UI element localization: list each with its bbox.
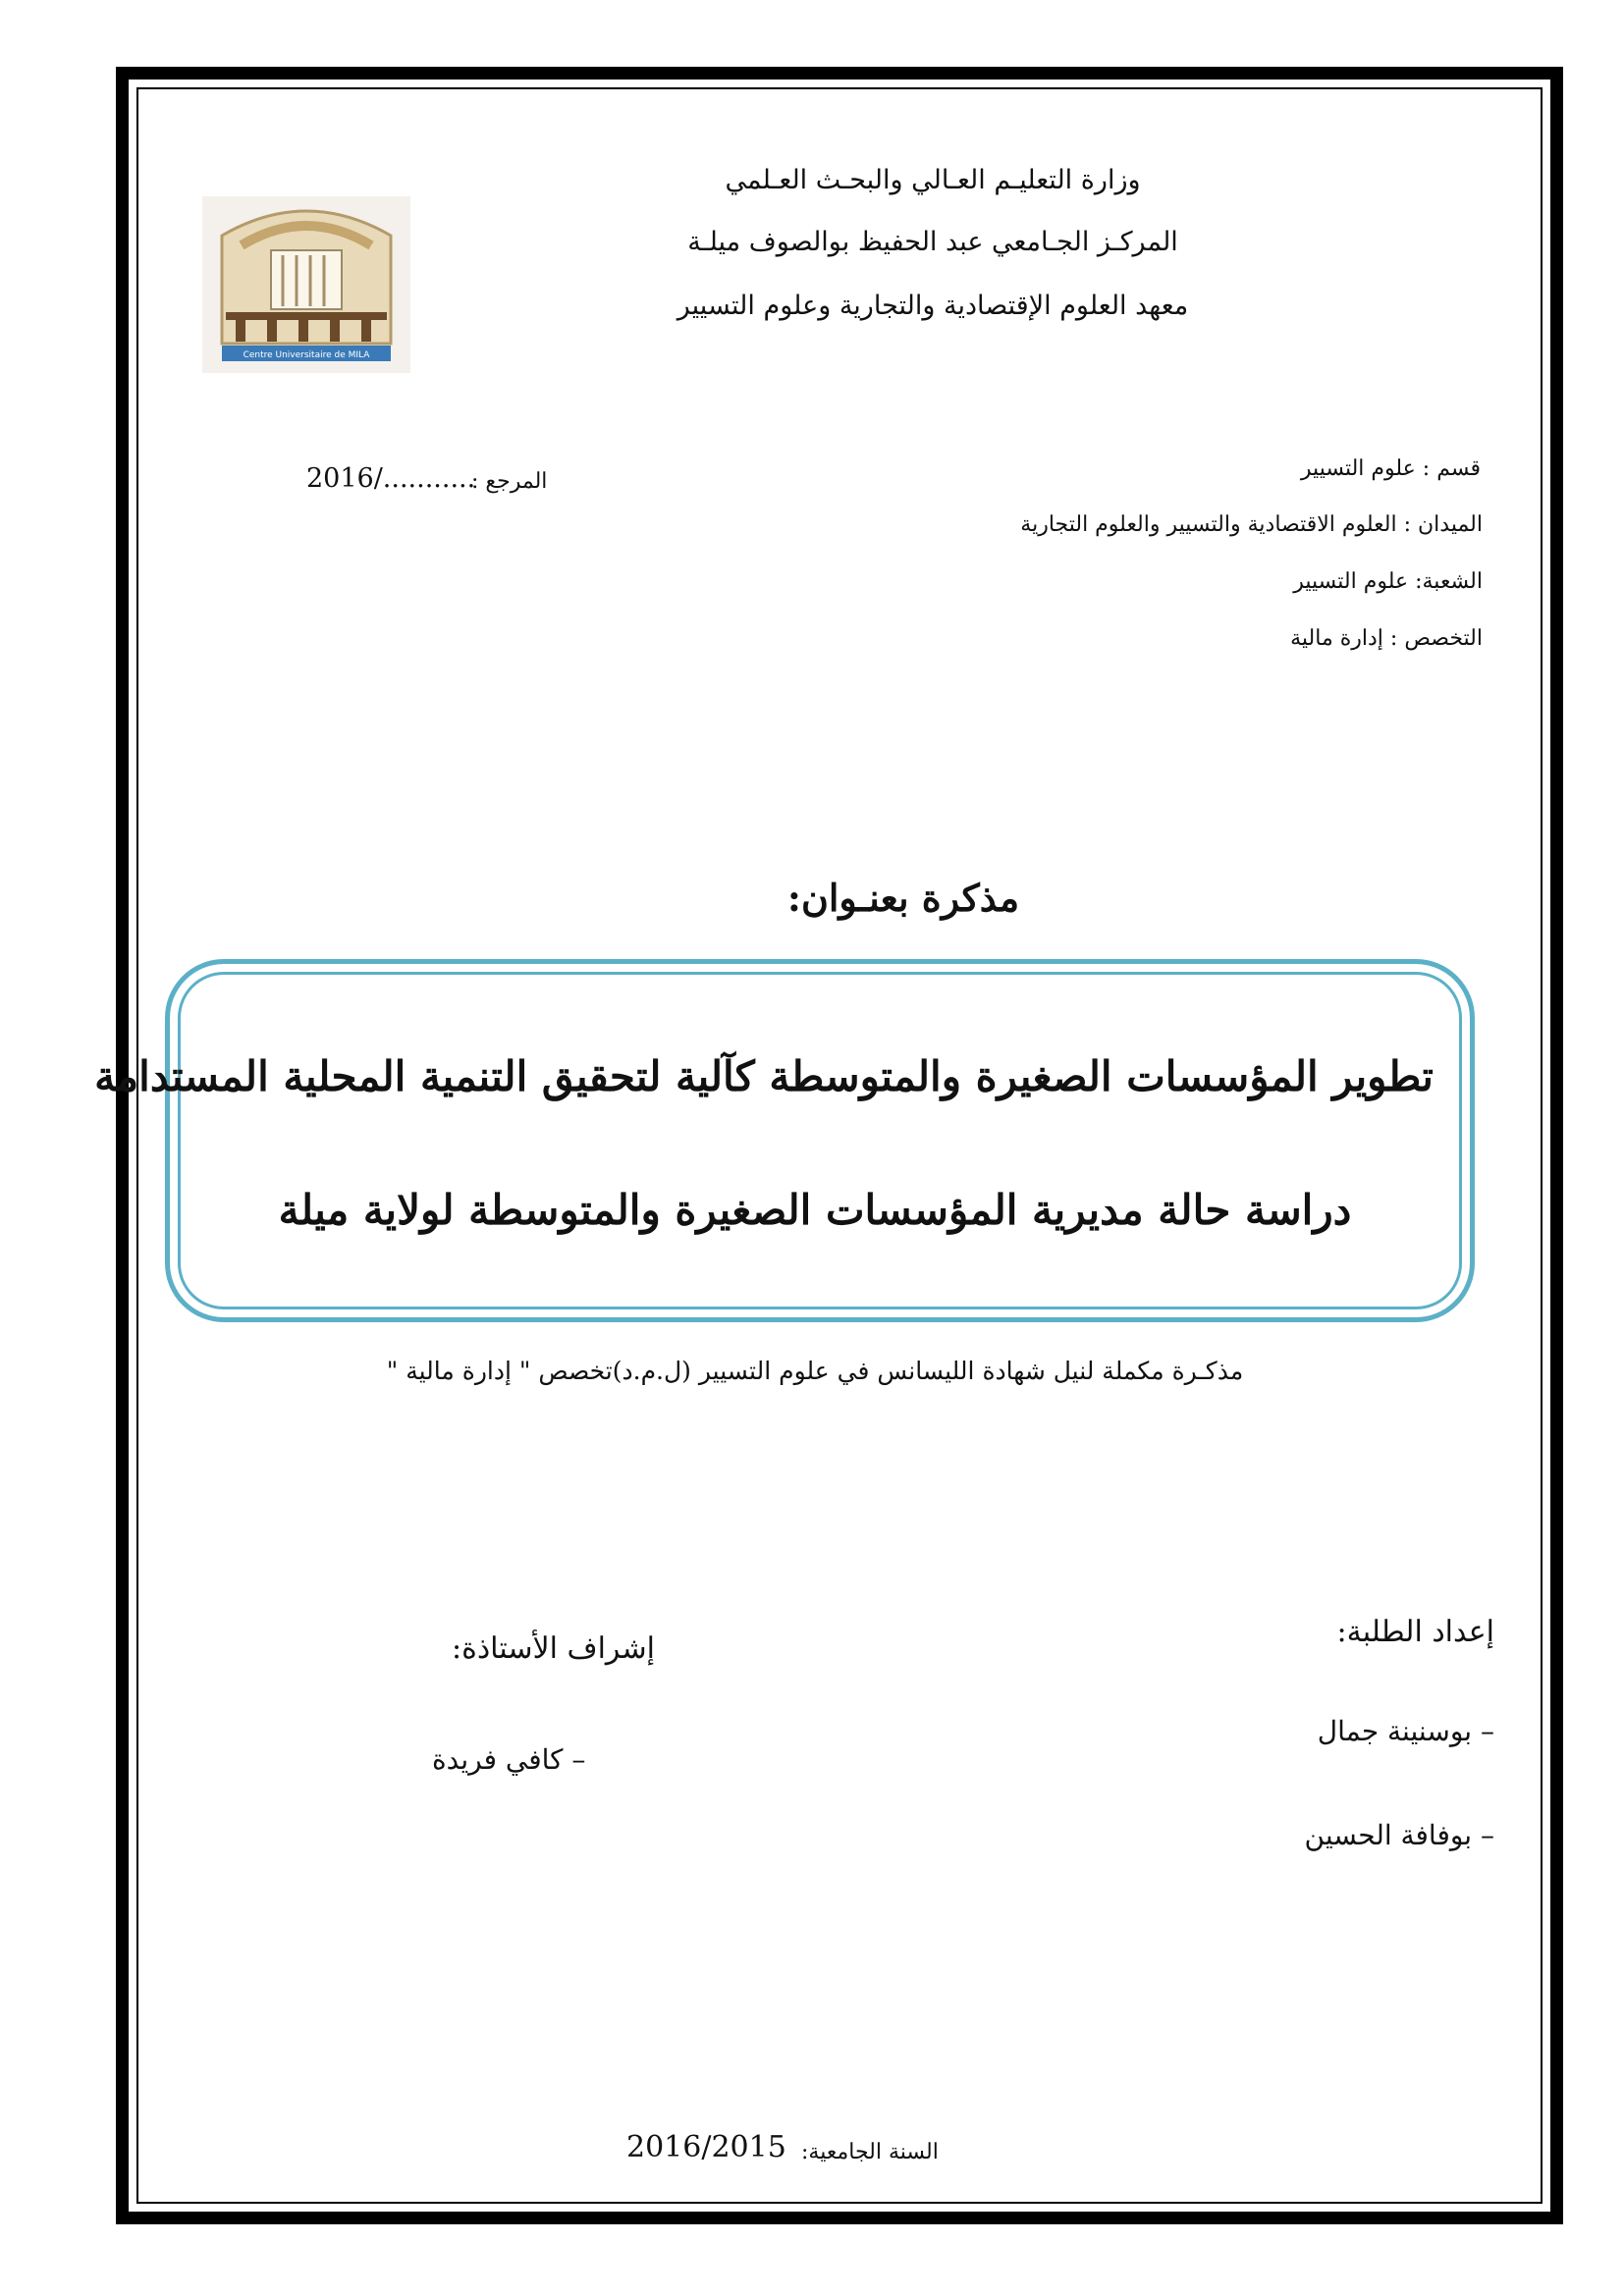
reference-label: المرجع : — [471, 469, 548, 494]
field-line: الميدان : العلوم الاقتصادية والتسيير والعلوم التجارية — [1020, 512, 1483, 537]
supervisor-name: – كافي فريدة — [432, 1743, 586, 1776]
logo-caption: Centre Universitaire de MILA — [243, 350, 370, 360]
academic-year-value: 2016/2015 — [626, 2130, 786, 2164]
memo-heading: مذكرة بعنـوان: — [786, 876, 1020, 920]
memo-title-line1: تطوير المؤسسات الصغيرة والمتوسطة كآلية لتحقيق التنمية المحلية المستدامة — [94, 1052, 1434, 1100]
degree-statement: مذكـرة مكملة لنيل شهادة الليسانس في علوم التسيير (ل.م.د)تخصص " إدارة مالية " — [386, 1357, 1244, 1385]
university-logo-icon — [202, 196, 410, 373]
student-name: – بوسنينة جمال — [1317, 1715, 1494, 1747]
specialty-line: التخصص : إدارة مالية — [1290, 626, 1483, 651]
department-line: قسم : علوم التسيير — [1300, 456, 1481, 481]
academic-year-label: السنة الجامعية: — [801, 2140, 939, 2164]
student-name: – بوفافة الحسين — [1304, 1819, 1494, 1851]
title-frame — [94, 959, 1475, 1322]
memo-title-line2: دراسة حالة مديرية المؤسسات الصغيرة والمتوسطة لولاية ميلة — [278, 1186, 1352, 1234]
students-label: إعداد الطلبة: — [1336, 1615, 1494, 1649]
reference-value: 2016/........... — [306, 463, 476, 494]
supervisor-label: إشراف الأستاذة: — [452, 1631, 655, 1666]
branch-line: الشعبة: علوم التسيير — [1293, 569, 1483, 594]
ministry-name: وزارة التعليـم العـالي والبحـث العـلمي — [725, 165, 1141, 195]
university-center-name: المركـز الجـامعي عبد الحفيظ بوالصوف ميلـة — [687, 227, 1178, 257]
institute-name: معهد العلوم الإقتصادية والتجارية وعلوم التسيير — [677, 291, 1189, 321]
